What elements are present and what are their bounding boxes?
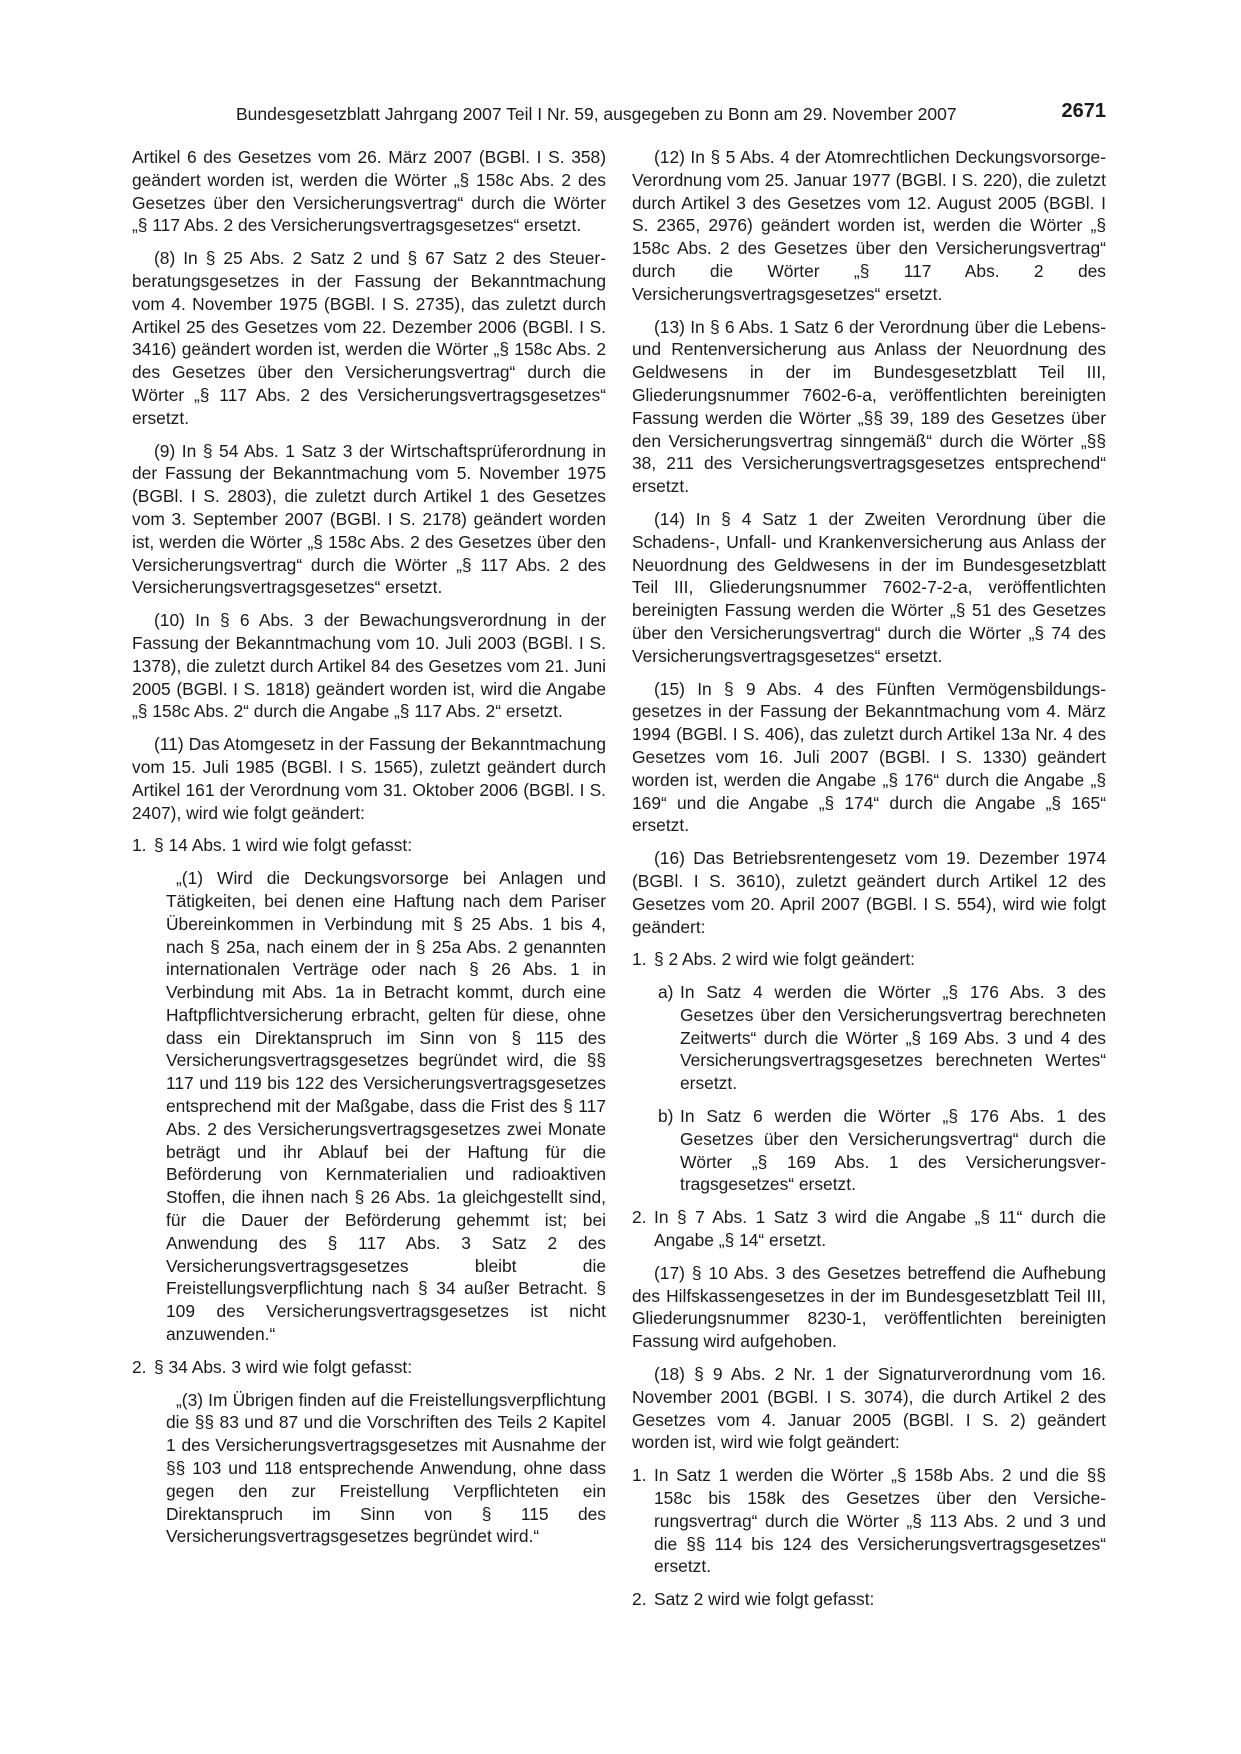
sub-list-item-text: In Satz 6 werden die Wörter „§ 176 Abs. 1 des Gesetzes über den Versicherungsvertrag“ durch die Wörter „§ 169 Abs. 1 des Versicherungsvertragsgesetzes“ ersetzt. <box>680 1106 1106 1195</box>
list-item-number: 1. <box>632 1465 647 1486</box>
list-item-text: § 14 Abs. 1 wird wie folgt gefasst: <box>154 835 413 856</box>
paragraph-18: (18) § 9 Abs. 2 Nr. 1 der Signaturverordnung vom 16. November 2001 (BGBl. I S. 3074), die durch Artikel 2 des Gesetzes vom 4. Januar 2005 (BGBl. I S. 2) geändert worden ist, wird wie folgt geändert: <box>632 1364 1106 1453</box>
list-item <box>132 834 606 857</box>
paragraph-16: (16) Das Betriebsrentengesetz vom 19. Dezember 1974 (BGBl. I S. 3610), zuletzt geändert durch Artikel 12 des Gesetzes vom 20. April 2007 (BGBl. I S. 554), wird wie folgt geändert: <box>632 848 1106 937</box>
list-item-number: 2. <box>632 1589 647 1610</box>
quoted-text: „(1) Wird die Deckungsvorsorge bei Anlagen und Tätigkeiten, bei denen eine Haftung nach dem Pariser Übereinkommen in Verbindung mit § 25 Abs. 1 bis 4, nach § 25a, nach einem der in § 25a Abs. 2 genannten internationalen Verträge oder nach § 26 Abs. 1 in Verbindung mit Abs. 1a in Betracht kommt, durch eine Haftpflichtversicherung erbracht, gelten für diese, ohne dass ein Direktanspruch im Sinn von § 115 des Versicherungsvertragsgesetzes begründet wird, die §§ 117 und 119 bis 122 des Versicherungsvertragsgesetzes entsprechend mit der Maßgabe, dass die Frist des § 117 Abs. 2 des Versicherungsvertragsgesetzes zwei Monate beträgt und ihr Ablauf bei der Haftung für die Beförderung von Kernmaterialien und radioaktiven Stoffen, die ihnen nach § 26 Abs. 1a gleichgestellt sind, für die Dauer der Beförderung gehemmt ist; bei Anwendung des § 117 Abs. 3 Satz 2 des Versicherungsvertragsgesetzes bleibt die Freistellungsverpflichtung nach § 34 außer Betracht. § 109 des Versicherungsvertragsgesetzes ist nicht anzuwenden.“ <box>166 868 606 1345</box>
list-item-text: Satz 2 wird wie folgt gefasst: <box>654 1589 875 1610</box>
paragraph-11: (11) Das Atomgesetz in der Fassung der Bekanntmachung vom 15. Juli 1985 (BGBl. I S. 1565), zuletzt geändert durch Artikel 161 der Verordnung vom 31. Oktober 2006 (BGBl. I S. 2407), wird wie folgt geändert: <box>132 734 606 823</box>
quoted-text: „(3) Im Übrigen finden auf die Freistellungsverpflichtung die §§ 83 und 87 und die Vorschriften des Teils 2 Kapitel 1 des Versicherungsvertragsgesetzes mit Ausnahme der §§ 103 und 118 entsprechende Anwendung, ohne dass gegen den zur Freistellung Verpflichteten ein Direktanspruch im Sinn von § 115 des Versicherungsvertragsgesetzes begründet wird.“ <box>166 1389 606 1547</box>
sub-list-item-letter: a) <box>658 982 674 1003</box>
list-item <box>632 948 1106 971</box>
running-header: Bundesgesetzblatt Jahrgang 2007 Teil I Nr. 59, ausgegeben zu Bonn am 29. November 2007 <box>236 104 957 124</box>
list-item <box>132 1356 606 1379</box>
list-item <box>632 1206 1106 1252</box>
list-item-text: § 34 Abs. 3 wird wie folgt gefasst: <box>154 1356 413 1377</box>
paragraph-8: (8) In § 25 Abs. 2 Satz 2 und § 67 Satz 2 des Steuerberatungsgesetzes in der Fassung der Bekanntmachung vom 4. November 1975 (BGBl. I S. 2735), das zuletzt durch Artikel 25 des Gesetzes vom 22. Dezember 2006 (BGBl. I S. 3416) geändert worden ist, werden die Wörter „§ 158c Abs. 2 des Gesetzes über den Versicherungsvertrag“ durch die Wörter „§ 117 Abs. 2 des Versicherungsvertragsgesetzes“ ersetzt. <box>132 248 606 428</box>
list-item <box>632 1464 1106 1578</box>
page-number: 2671 <box>1061 100 1106 122</box>
page-header <box>236 100 1106 130</box>
list-item-text: In Satz 1 werden die Wörter „§ 158b Abs. 2 und die §§ 158c bis 158k des Gesetzes über den Versicherungsvertrag“ durch die Wörter „§ 113 Abs. 2 und 3 und die §§ 114 bis 124 des Versicherungsvertragsgesetzes“ ersetzt. <box>654 1465 1106 1577</box>
list-item-number: 1. <box>632 949 647 970</box>
list-item-number: 2. <box>132 1356 147 1377</box>
paragraph-12: (12) In § 5 Abs. 4 der Atomrechtlichen Deckungsvorsorge-Verordnung vom 25. Januar 1977 (BGBl. I S. 220), die zuletzt durch Artikel 3 des Gesetzes vom 12. August 2005 (BGBl. I S. 2365, 2976) geändert worden ist, werden die Wörter „§ 158c Abs. 2 des Gesetzes über den Versicherungsvertrag“ durch die Wörter „§ 117 Abs. 2 des Versicherungsvertragsgesetzes“ ersetzt. <box>632 147 1106 304</box>
paragraph-13: (13) In § 6 Abs. 1 Satz 6 der Verordnung über die Lebens- und Rentenversicherung aus Anlass der Neuordnung des Geldwesens in der im Bundesgesetzblatt Teil III, Gliederungsnummer 7602-6-a, veröffentlichten bereinigten Fassung werden die Wörter „§§ 39, 189 des Gesetzes über den Versicherungsvertrag sinngemäß“ durch die Wörter „§§ 38, 211 des Versicherungsvertragsgesetzes entsprechend“ ersetzt. <box>632 316 1106 497</box>
list-item-number: 2. <box>632 1207 647 1228</box>
paragraph-14: (14) In § 4 Satz 1 der Zweiten Verordnung über die Schadens-, Unfall- und Krankenversicherung aus Anlass der Neuordnung des Geldwesens in der im Bundesgesetzblatt Teil III, Gliederungsnummer 7602-7-2-a, veröffentlichten bereinigten Fassung werden die Wörter „§ 51 des Gesetzes über den Versicherungsvertrag“ durch die Wörter „§ 74 des Versicherungsvertragsgesetzes“ ersetzt. <box>632 508 1106 666</box>
paragraph-15: (15) In § 9 Abs. 4 des Fünften Vermögensbildungsgesetzes in der Fassung der Bekanntmachung vom 4. März 1994 (BGBl. I S. 406), das zuletzt durch Artikel 13a Nr. 4 des Gesetzes vom 16. Juli 2007 (BGBl. I S. 1330) geändert worden ist, werden die Angabe „§ 176“ durch die Angabe „§ 169“ und die Angabe „§ 174“ durch die Angabe „§ 165“ ersetzt. <box>632 678 1106 836</box>
list-item <box>632 1588 1106 1611</box>
list-item-number: 1. <box>132 835 147 856</box>
sub-list-item-text: In Satz 4 werden die Wörter „§ 176 Abs. 3 des Gesetzes über den Versicherungsvertrag berechneten Zeitwerts“ durch die Wörter „§ 169 Abs. 3 und 4 des Versicherungsvertragsgesetzes berechneten Wertes“ ersetzt. <box>680 982 1106 1094</box>
list-item-text: In § 7 Abs. 1 Satz 3 wird die Angabe „§ 11“ durch die Angabe „§ 14“ ersetzt. <box>654 1207 1106 1251</box>
right-column <box>632 146 1106 1621</box>
sub-list-item-letter: b) <box>658 1106 674 1127</box>
paragraph-continuation: Artikel 6 des Gesetzes vom 26. März 2007 (BGBl. I S. 358) geändert worden ist, werden die Wörter „§ 158c Abs. 2 des Gesetzes über den Versicherungsvertrag“ durch die Wörter „§ 117 Abs. 2 des Versicherungsvertragsgesetzes“ ersetzt. <box>132 147 606 236</box>
left-column <box>132 146 606 1558</box>
sub-list-item <box>658 1105 1106 1196</box>
sub-list-item <box>658 981 1106 1095</box>
paragraph-17: (17) § 10 Abs. 3 des Gesetzes betreffend die Aufhebung des Hilfskassengesetzes in der im Bundesgesetzblatt Teil III, Gliederungsnummer 8230-1, veröffentlichten bereinigten Fassung wird aufgehoben. <box>632 1262 1106 1352</box>
list-item-text: § 2 Abs. 2 wird wie folgt geändert: <box>654 949 916 970</box>
paragraph-10: (10) In § 6 Abs. 3 der Bewachungsverordnung in der Fassung der Bekanntmachung vom 10. Juli 2003 (BGBl. I S. 1378), die zuletzt durch Artikel 84 des Gesetzes vom 21. Juni 2005 (BGBl. I S. 1818) geändert worden ist, wird die Angabe „§ 158c Abs. 2“ durch die Angabe „§ 117 Abs. 2“ ersetzt. <box>132 610 606 722</box>
paragraph-9: (9) In § 54 Abs. 1 Satz 3 der Wirtschaftsprüferordnung in der Fassung der Bekanntmachung vom 5. November 1975 (BGBl. I S. 2803), die zuletzt durch Artikel 1 des Gesetzes vom 3. September 2007 (BGBl. I S. 2178) geändert worden ist, werden die Wörter „§ 158c Abs. 2 des Gesetzes über den Versicherungsvertrag“ durch die Wörter „§ 117 Abs. 2 des Versicherungsvertragsgesetzes“ ersetzt. <box>132 440 606 598</box>
